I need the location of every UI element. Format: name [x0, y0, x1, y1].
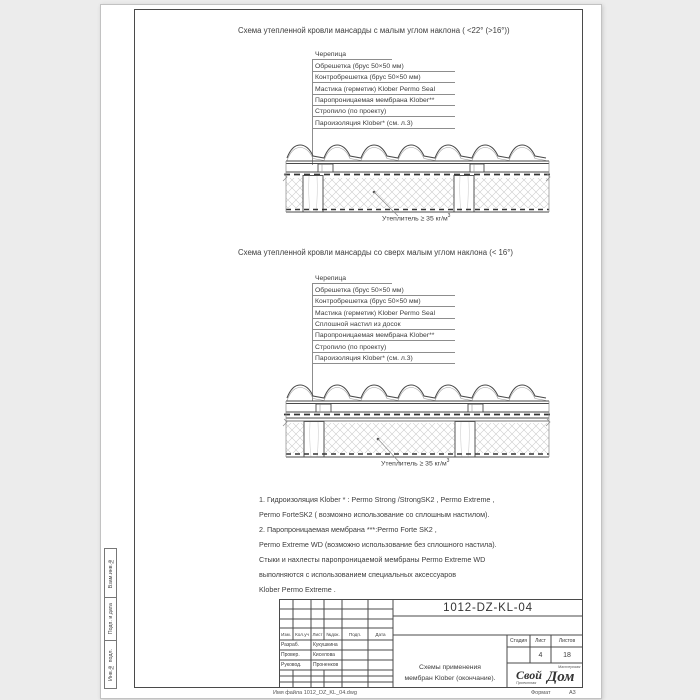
rev-col-header: Лист	[312, 631, 323, 637]
insulation-label-sup: 3	[446, 458, 450, 464]
rafter	[454, 176, 474, 213]
insulation-hatch	[286, 178, 549, 208]
notes-block	[259, 492, 497, 597]
note-line: 2. Паропроницаемая мембрана ***:Permo Forte SK2 ,	[259, 525, 437, 534]
sheet-number: 4	[538, 651, 543, 659]
note-line: Permo Extreme WD (возможно использование без сплошного настила).	[259, 540, 497, 549]
stamp-label: Инв.№ подл.	[107, 648, 114, 681]
insulation-label-text: Утеплитель ≥ 35 кг/м	[381, 460, 447, 468]
stamp-cell	[104, 597, 117, 641]
sheets-total: 18	[563, 651, 571, 659]
section1-layer-list	[312, 49, 455, 129]
layer-label: Черепица	[312, 273, 392, 284]
logo-tag-top: Мастерская	[558, 665, 581, 669]
rev-col-header: Дата	[375, 631, 386, 637]
rev-col-header: Подп.	[348, 631, 362, 637]
role-name: Проненков	[313, 662, 339, 668]
layer-label: Контробрешетка (брус 50×50 мм)	[312, 296, 455, 307]
layer-label: Контробрешетка (брус 50×50 мм)	[312, 72, 455, 83]
layer-label: Сплошной настил из досок	[312, 319, 455, 330]
filename-label: Имя файла 1012_DZ_KL_04.dwg	[273, 690, 357, 696]
insulation-hatch	[286, 423, 549, 453]
roof-section-drawing-1	[284, 140, 554, 222]
role-label: Провер.	[281, 652, 300, 658]
logo-tag-bottom: Проектная	[516, 681, 537, 685]
layer-label: Пароизоляция Klober* (см. л.3)	[312, 353, 455, 364]
sheets-col-header: Листов	[558, 638, 576, 644]
note-line: Стыки и нахлесты паропроницаемой мембраны Permo Extreme WD	[259, 555, 486, 564]
document-number: 1012-DZ-KL-04	[443, 601, 533, 614]
drawing-title-line1: Схемы применения	[419, 663, 481, 671]
stamp-cell	[104, 640, 117, 689]
stamp-label: Подп. и дата	[107, 603, 114, 635]
stamp-cell	[104, 548, 117, 598]
stage-col-header: Стадия	[509, 638, 528, 644]
insulation-label-text: Утеплитель ≥ 35 кг/м	[382, 215, 448, 223]
layer-label: Обрешетка (брус 50×50 мм)	[312, 284, 455, 295]
layer-label: Стропило (по проекту)	[312, 106, 455, 117]
logo-word2: Дом	[547, 669, 575, 685]
insulation-label	[381, 458, 449, 467]
section2-layer-list	[312, 273, 455, 364]
note-line: Klober Permo Extreme .	[259, 585, 336, 594]
note-line: Permo ForteSK2 ( возможно использование со сплошным настилом).	[259, 510, 490, 519]
section2-title: Схема утепленной кровли мансарды со сверх малым углом наклона (< 16°)	[238, 248, 513, 257]
role-label: Руковод.	[281, 662, 302, 668]
counter-batten	[316, 404, 331, 412]
rafter	[455, 422, 475, 458]
layer-label: Стропило (по проекту)	[312, 341, 455, 352]
counter-batten	[318, 164, 333, 172]
rev-col-header: Кол.уч	[295, 631, 309, 637]
layer-label: Паропроницаемая мембрана Klober**	[312, 330, 455, 341]
rafter	[303, 176, 323, 213]
stamp-label: Взам.инв.№	[107, 557, 114, 589]
layer-label: Черепица	[312, 49, 392, 60]
rev-col-header: Изм.	[281, 631, 291, 637]
layer-label: Паропроницаемая мембрана Klober**	[312, 95, 455, 106]
paper-sheet	[100, 4, 602, 699]
note-line: выполняются с использованием специальных аксессуаров	[259, 570, 457, 579]
section1-title: Схема утепленной кровли мансарды с малым углом наклона ( <22° (>16°))	[238, 26, 510, 35]
role-name: Киселова	[313, 652, 335, 658]
note-line: 1. Гидроизоляция Klober * : Permo Strong /StrongSK2 , Permo Extreme ,	[259, 495, 495, 504]
layer-label: Мастика (герметик) Klober Permo Seal	[312, 307, 455, 318]
company-logo	[507, 663, 583, 688]
roof-section-drawing-2	[284, 382, 554, 470]
role-name: Кукушкина	[313, 642, 338, 648]
logo-word1: Свой	[516, 668, 542, 682]
rafter	[304, 422, 324, 458]
counter-batten	[468, 404, 483, 412]
layer-label: Пароизоляция Klober* (см. л.3)	[312, 117, 455, 128]
format-label: Формат	[531, 690, 551, 696]
insulation-label	[382, 213, 450, 222]
sheet-col-header: Лист	[535, 638, 546, 644]
role-label: Разраб.	[281, 642, 300, 648]
drawing-title-line2: мембран Klober (окончание).	[404, 674, 496, 682]
insulation-label-sup: 3	[447, 213, 451, 219]
layer-label: Мастика (герметик) Klober Permo Seal	[312, 83, 455, 94]
format-value: А3	[569, 690, 576, 696]
layer-label: Обрешетка (брус 50×50 мм)	[312, 60, 455, 71]
counter-batten	[470, 164, 484, 172]
rev-col-header: №док.	[326, 631, 340, 637]
title-block	[279, 599, 583, 688]
